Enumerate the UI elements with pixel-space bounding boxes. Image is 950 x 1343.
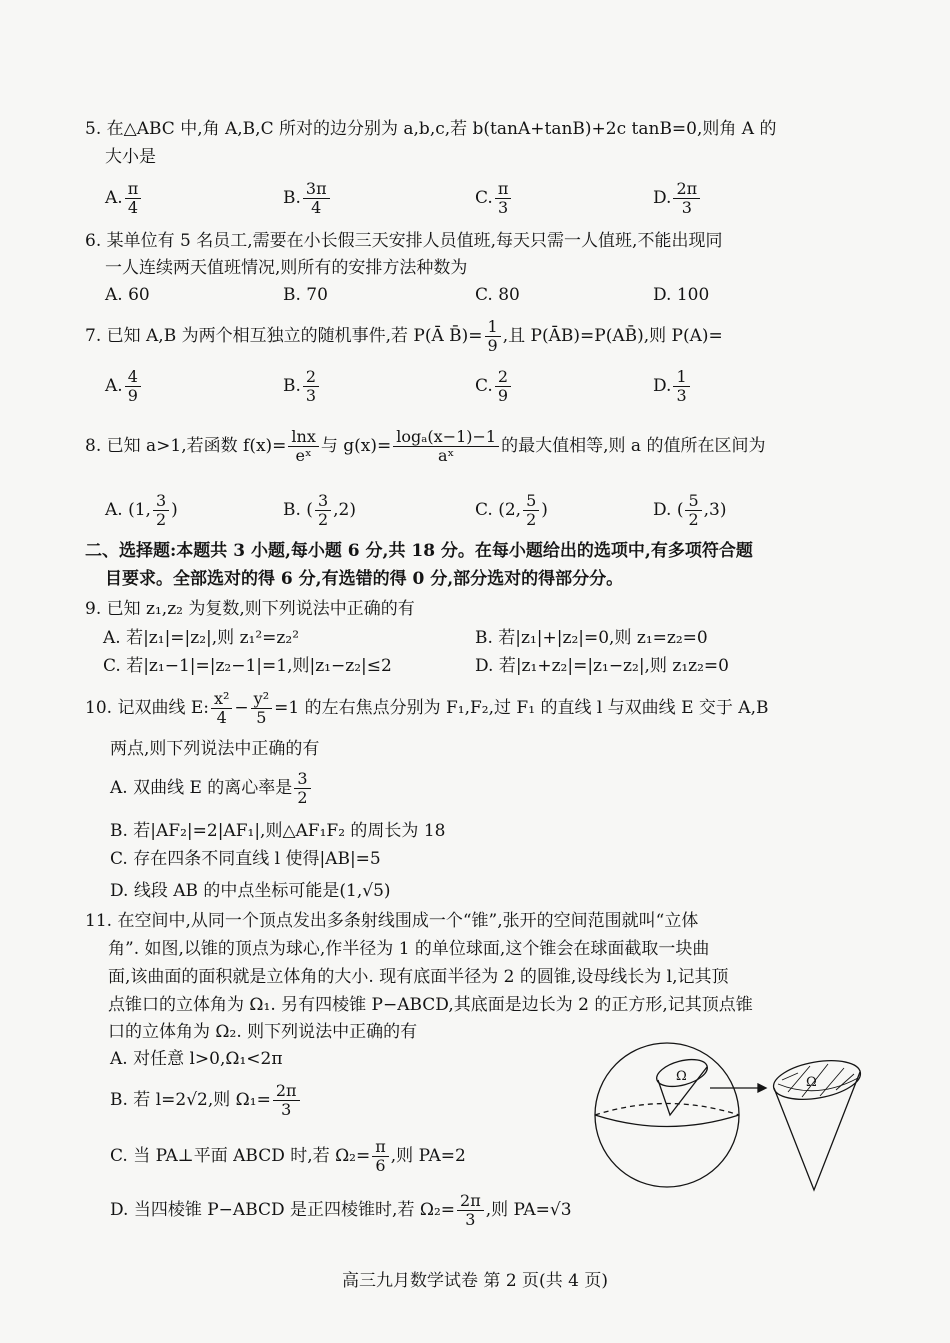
section2-heading-line1: 二、选择题:本题共 3 小题,每小题 6 分,共 18 分。在每小题给出的选项中,有多项符合题 bbox=[85, 541, 753, 561]
q7-option-b: B. $\frac{2}{3}$ bbox=[283, 368, 321, 405]
q7-option-a: A. $\frac{4}{9}$ bbox=[105, 368, 143, 405]
q10-stem-line1: 10. 记双曲线 E: $\frac{\text{x²}}{4}$ − $\frac{\text{y²}}{5}$ =1 的左右焦点分别为 F₁,F₂,过 F₁ 的直线 l 与双曲线 E 交于 A,B bbox=[85, 689, 769, 727]
q8-option-c: C. (2, $\frac{5}{2}$ ) bbox=[475, 491, 548, 529]
q10-option-b: B. 若|AF₂|=2|AF₁|,则△AF₁F₂ 的周长为 18 bbox=[110, 821, 446, 841]
q6-option-a: A. 60 bbox=[105, 285, 150, 305]
q10-option-c: C. 存在四条不同直线 l 使得|AB|=5 bbox=[110, 849, 381, 869]
q11-stem-line2: 角”. 如图,以锥的顶点为球心,作半径为 1 的单位球面,这个锥会在球面截取一块曲 bbox=[108, 939, 710, 959]
q11-stem-line3: 面,该曲面的面积就是立体角的大小. 现有底面半径为 2 的圆锥,设母线长为 l,记其顶 bbox=[108, 967, 729, 987]
q11-option-c: C. 当 PA⊥平面 ABCD 时,若 Ω₂= $\frac{\pi}{6}$ ,则 PA=2 bbox=[110, 1137, 466, 1175]
q9-option-b: B. 若|z₁|+|z₂|=0,则 z₁=z₂=0 bbox=[475, 628, 708, 648]
q11-stem-line5: 口的立体角为 Ω₂. 则下列说法中正确的有 bbox=[108, 1022, 418, 1042]
q9-option-c: C. 若|z₁−1|=|z₂−1|=1,则|z₁−z₂|≤2 bbox=[103, 656, 392, 676]
q9-option-a: A. 若|z₁|=|z₂|,则 z₁²=z₂² bbox=[103, 628, 300, 648]
section2-heading-line2: 目要求。全部选对的得 6 分,有选错的得 0 分,部分选对的得部分分。 bbox=[105, 569, 624, 589]
solid-angle-figure bbox=[592, 1040, 872, 1200]
q8-option-a: A. (1, $\frac{3}{2}$ ) bbox=[105, 491, 178, 529]
q7-option-d: D. $\frac{1}{3}$ bbox=[653, 368, 692, 405]
q10-option-a: A. 双曲线 E 的离心率是 $\frac{3}{2}$ bbox=[110, 770, 313, 807]
q5-stem-line1: 5. 在△ABC 中,角 A,B,C 所对的边分别为 a,b,c,若 b(tanA+tanB)+2c tanB=0,则角 A 的 bbox=[85, 119, 777, 139]
q11-option-b: B. 若 l=2√2,则 Ω₁= $\frac{2\pi}{3}$ bbox=[110, 1082, 302, 1119]
q8-option-b: B. ( $\frac{3}{2}$ ,2) bbox=[283, 491, 356, 529]
q6-option-c: C. 80 bbox=[475, 285, 520, 305]
q11-stem-line1: 11. 在空间中,从同一个顶点发出多条射线围成一个“锥”,张开的空间范围就叫“立体 bbox=[85, 911, 699, 931]
unit-sphere bbox=[595, 1043, 739, 1187]
q6-option-d: D. 100 bbox=[653, 285, 710, 305]
q9-option-d: D. 若|z₁+z₂|=|z₁−z₂|,则 z₁z₂=0 bbox=[475, 656, 729, 676]
omega-label-large: Ω bbox=[806, 1075, 817, 1090]
q9-stem: 9. 已知 z₁,z₂ 为复数,则下列说法中正确的有 bbox=[85, 599, 415, 619]
q10-stem-line2: 两点,则下列说法中正确的有 bbox=[110, 739, 320, 759]
q8-stem: 8. 已知 a>1,若函数 f(x)= $\frac{\ln x}{\text{eˣ}}$ 与 g(x)= $\frac{\text{logₐ(x−1)−1}}{\text{aˣ}}$ 的最大值相等,则 a 的值所在区间为 bbox=[85, 427, 766, 465]
q6-option-b: B. 70 bbox=[283, 285, 328, 305]
q5-option-d: D. $\frac{2\pi}{3}$ bbox=[653, 180, 702, 217]
q8-option-d: D. ( $\frac{5}{2}$ ,3) bbox=[653, 491, 727, 529]
q7-stem: 7. 已知 A,B 为两个相互独立的随机事件,若 P(Ā B̄)= $\frac{1}{9}$ ,且 P(ĀB)=P(AB̄),则 P(A)= bbox=[85, 317, 723, 355]
q11-stem-line4: 点锥口的立体角为 Ω₁. 另有四棱锥 P−ABCD,其底面是边长为 2 的正方形,记其顶点锥 bbox=[108, 995, 753, 1015]
q6-stem-line1: 6. 某单位有 5 名员工,需要在小长假三天安排人员值班,每天只需一人值班,不能出现同 bbox=[85, 231, 723, 251]
arrow-head bbox=[758, 1084, 766, 1092]
q5-option-c: C. $\frac{\pi}{3}$ bbox=[475, 180, 513, 217]
q6-stem-line2: 一人连续两天值班情况,则所有的安排方法种数为 bbox=[105, 258, 468, 278]
q5-option-b: B. $\frac{3\pi}{4}$ bbox=[283, 180, 332, 217]
page-footer: 高三九月数学试卷 第 2 页(共 4 页) bbox=[342, 1271, 608, 1291]
q5-option-a: A. $\frac{\pi}{4}$ bbox=[105, 180, 143, 217]
q7-option-c: C. $\frac{2}{9}$ bbox=[475, 368, 513, 405]
q11-option-a: A. 对任意 l>0,Ω₁<2π bbox=[110, 1049, 283, 1069]
q10-option-d: D. 线段 AB 的中点坐标可能是(1,√5) bbox=[110, 881, 391, 901]
sphere-equator-front bbox=[595, 1115, 739, 1127]
q5-stem-line2: 大小是 bbox=[105, 147, 156, 167]
omega-label-small: Ω bbox=[676, 1069, 687, 1084]
enlarged-cone bbox=[771, 1055, 864, 1190]
q11-option-d: D. 当四棱锥 P−ABCD 是正四棱锥时,若 Ω₂= $\frac{2\pi}{3}$ ,则 PA=√3 bbox=[110, 1191, 572, 1229]
